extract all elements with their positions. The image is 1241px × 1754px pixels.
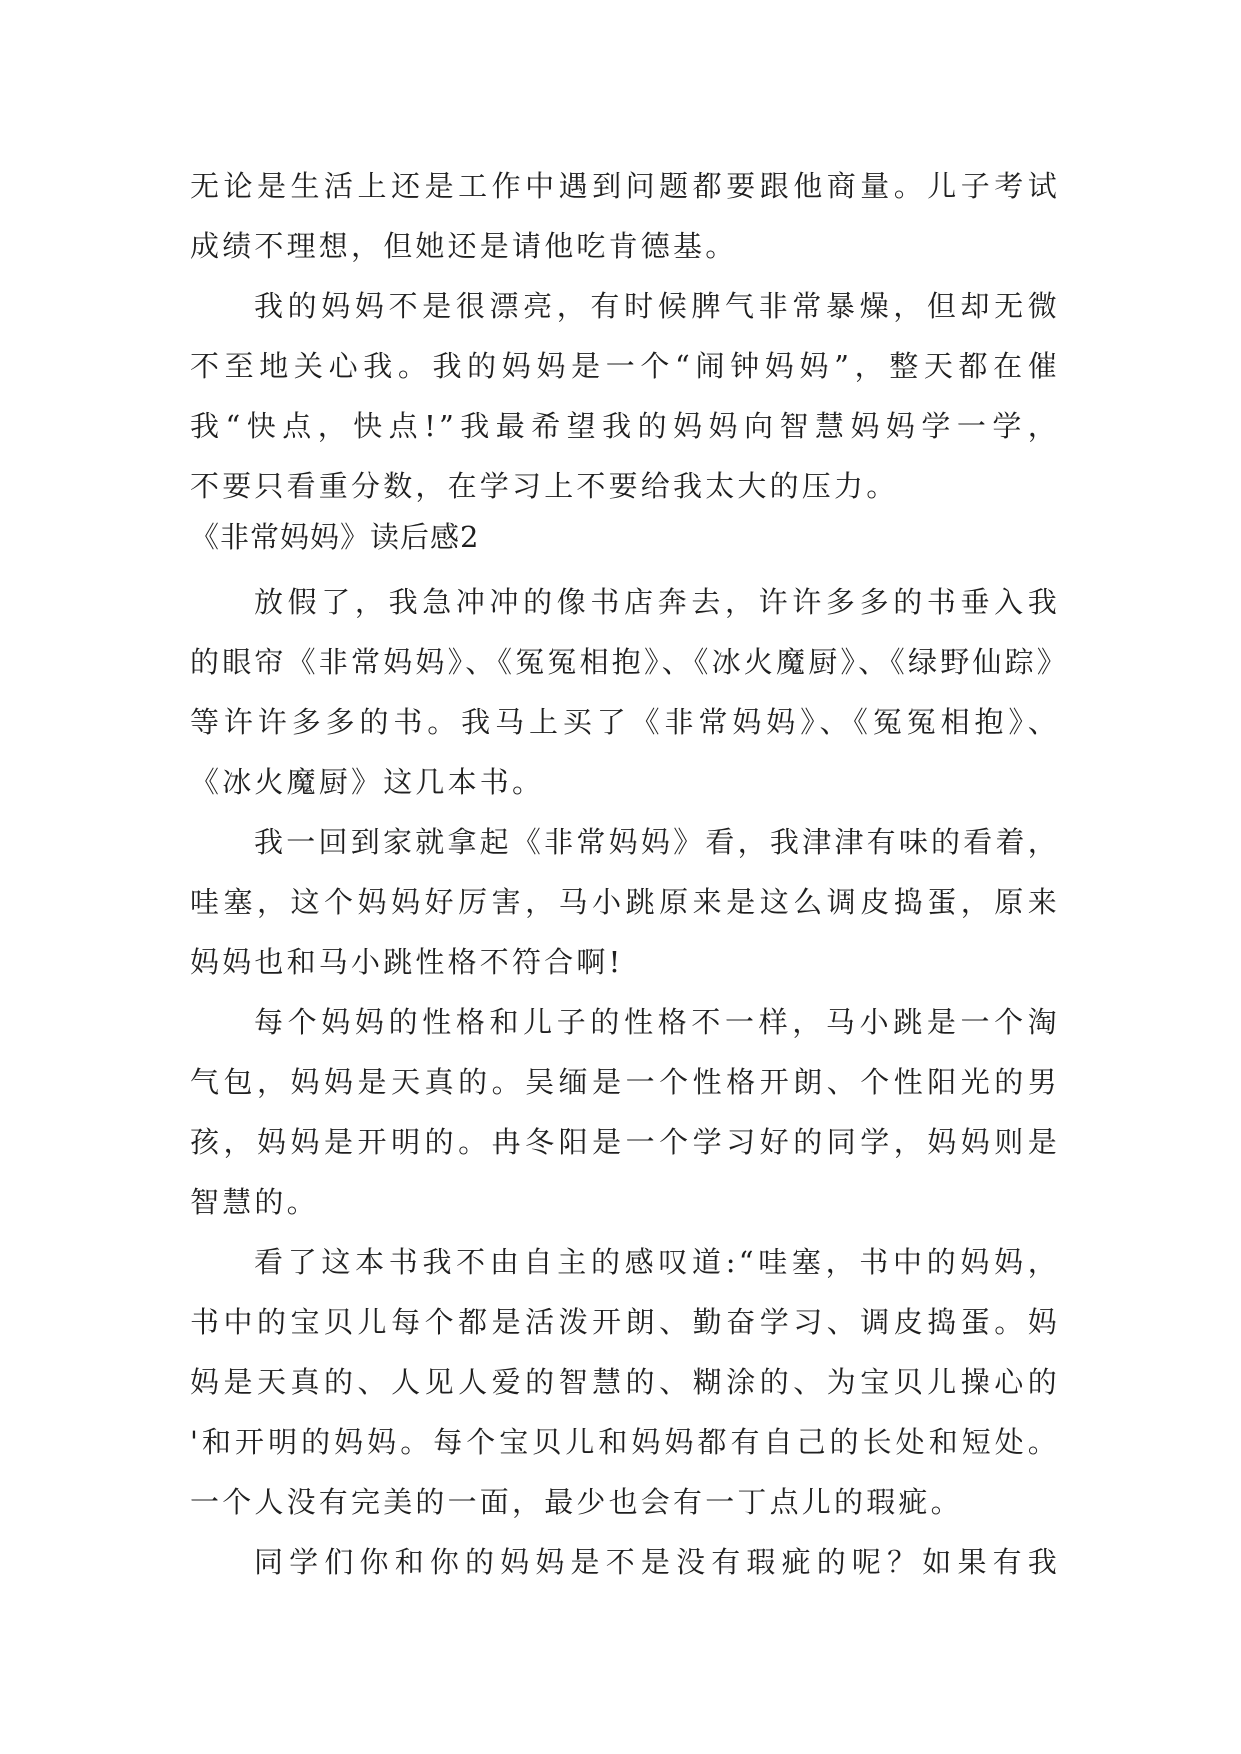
paragraph-line: 放假了，我急冲冲的像书店奔去，许许多多的书垂入我 [254, 585, 1060, 619]
paragraph-line: 看了这本书我不由自主的感叹道:“哇塞，书中的妈妈， [254, 1245, 1060, 1279]
paragraph-line: 不要只看重分数，在学习上不要给我太大的压力。 [190, 469, 899, 503]
paragraph-line: 妈是天真的、人见人爱的智慧的、糊涂的、为宝贝儿操心的 [190, 1365, 1060, 1399]
paragraph-line: 《冰火魔厨》这几本书。 [190, 765, 545, 799]
paragraph-line: 智慧的。 [190, 1185, 319, 1219]
paragraph-line: 哇塞，这个妈妈好厉害，马小跳原来是这么调皮捣蛋，原来 [190, 885, 1060, 919]
paragraph-line: 孩，妈妈是开明的。冉冬阳是一个学习好的同学，妈妈则是 [190, 1125, 1060, 1159]
paragraph-line: 每个妈妈的性格和儿子的性格不一样，马小跳是一个淘 [254, 1005, 1060, 1039]
paragraph-line: 成绩不理想，但她还是请他吃肯德基。 [190, 229, 738, 263]
paragraph-line: 书中的宝贝儿每个都是活泼开朗、勤奋学习、调皮捣蛋。妈 [190, 1305, 1060, 1339]
paragraph-line: 我“快点，快点!”我最希望我的妈妈向智慧妈妈学一学， [190, 409, 1060, 443]
paragraph-line: 同学们你和你的妈妈是不是没有瑕疵的呢？如果有我 [254, 1545, 1060, 1579]
paragraph-line: '和开明的妈妈。每个宝贝儿和妈妈都有自己的长处和短处。 [190, 1425, 1060, 1459]
paragraph-line: 等许许多多的书。我马上买了《非常妈妈》、《冤冤相抱》、 [190, 705, 1060, 739]
paragraph-line: 我的妈妈不是很漂亮，有时候脾气非常暴燥，但却无微 [254, 289, 1060, 323]
paragraph-line: 的眼帘《非常妈妈》、《冤冤相抱》、《冰火魔厨》、《绿野仙踪》 [190, 645, 1070, 679]
section-heading: 《非常妈妈》读后感2 [190, 520, 480, 554]
paragraph-line: 不至地关心我。我的妈妈是一个“闹钟妈妈”，整天都在催 [190, 349, 1060, 383]
paragraph-line: 妈妈也和马小跳性格不符合啊! [190, 945, 624, 979]
paragraph-line: 一个人没有完美的一面，最少也会有一丁点儿的瑕疵。 [190, 1485, 963, 1519]
paragraph-line: 无论是生活上还是工作中遇到问题都要跟他商量。儿子考试 [190, 169, 1060, 203]
paragraph-line: 气包，妈妈是天真的。吴缅是一个性格开朗、个性阳光的男 [190, 1065, 1060, 1099]
paragraph-line: 我一回到家就拿起《非常妈妈》看，我津津有味的看着， [254, 825, 1060, 859]
